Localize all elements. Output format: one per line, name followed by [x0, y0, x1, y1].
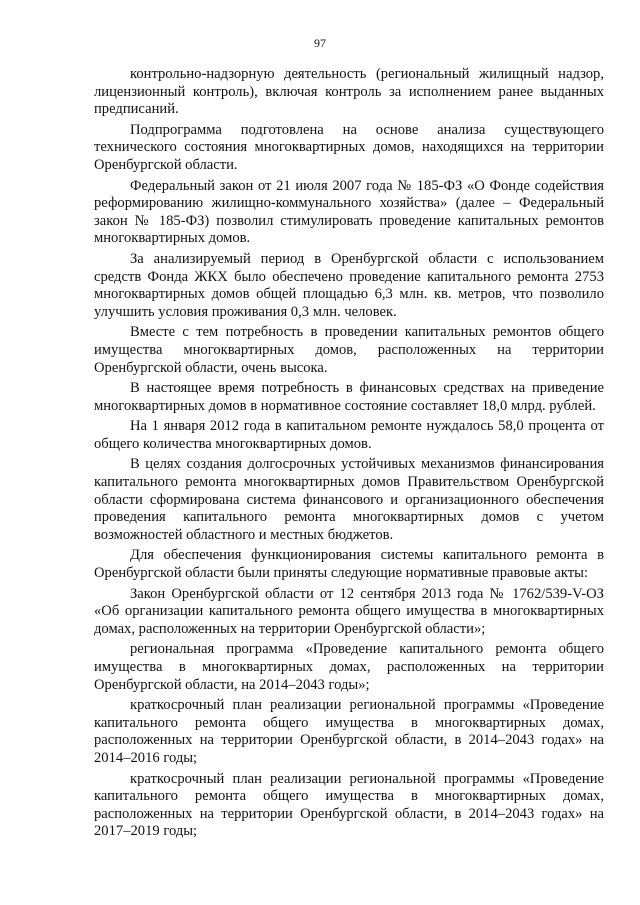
paragraph-list-item: Закон Оренбургской области от 12 сентября 2013 года № 1762/539-V-ОЗ «Об организации капитального ремонта общего имущества в многоквартирных домах, расположенных на территории Оренбургской области»;: [94, 585, 604, 637]
paragraph-list-item: краткосрочный план реализации региональной программы «Проведение капитального ремонта общего имущества в многоквартирных домах, расположенных на территории Оренбургской области, в 2014–2043 годах» на 2017–2019 годы;: [94, 770, 604, 840]
page-number: 97: [314, 36, 326, 50]
paragraph: В целях создания долгосрочных устойчивых механизмов финансирования капитального ремонта многоквартирных домов Правительством Оренбургской области сформирована система финансового и организационного обеспечения проведения капитального ремонта многоквартирных домов с учетом возможностей областного и местных бюджетов.: [94, 456, 604, 543]
paragraph: Вместе с тем потребность в проведении капитальных ремонтов общего имущества многоквартирных домов, расположенных на территории Оренбургской области, очень высока.: [94, 324, 604, 376]
paragraph-list-item: региональная программа «Проведение капитального ремонта общего имущества в многоквартирных домах, расположенных на территории Оренбургской области, на 2014–2043 годы»;: [94, 641, 604, 693]
paragraph: Подпрограмма подготовлена на основе анализа существующего технического состояния многоквартирных домов, находящихся на территории Оренбургской области.: [94, 121, 604, 173]
paragraph: Для обеспечения функционирования системы капитального ремонта в Оренбургской области были приняты следующие нормативные правовые акты:: [94, 547, 604, 582]
paragraph: Федеральный закон от 21 июля 2007 года № 185-ФЗ «О Фонде содействия реформированию жилищно-коммунального хозяйства» (далее – Федеральный закон № 185-ФЗ) позволил стимулировать проведение капитальных ремонтов многоквартирных домов.: [94, 177, 604, 247]
paragraph: На 1 января 2012 года в капитальном ремонте нуждалось 58,0 процента от общего количества многоквартирных домов.: [94, 418, 604, 452]
paragraph: За анализируемый период в Оренбургской области с использованием средств Фонда ЖКХ было обеспечено проведение капитального ремонта 2753 многоквартирных домов общей площадью 6,3 млн. кв. метров, что позволило улучшить условия проживания 0,3 млн. человек.: [94, 250, 604, 320]
paragraph: контрольно-надзорную деятельность (региональный жилищный надзор, лицензионный контроль), включая контроль за исполнением ранее выданных предписаний.: [94, 66, 604, 118]
paragraph: В настоящее время потребность в финансовых средствах на приведение многоквартирных домов в нормативное состояние составляет 18,0 млрд. рублей.: [94, 380, 604, 414]
paragraph-list-item: краткосрочный план реализации региональной программы «Проведение капитального ремонта общего имущества в многоквартирных домах, расположенных на территории Оренбургской области, в 2014–2043 годах» на 2014–2016 годы;: [94, 697, 604, 766]
document-body: [94, 66, 604, 844]
